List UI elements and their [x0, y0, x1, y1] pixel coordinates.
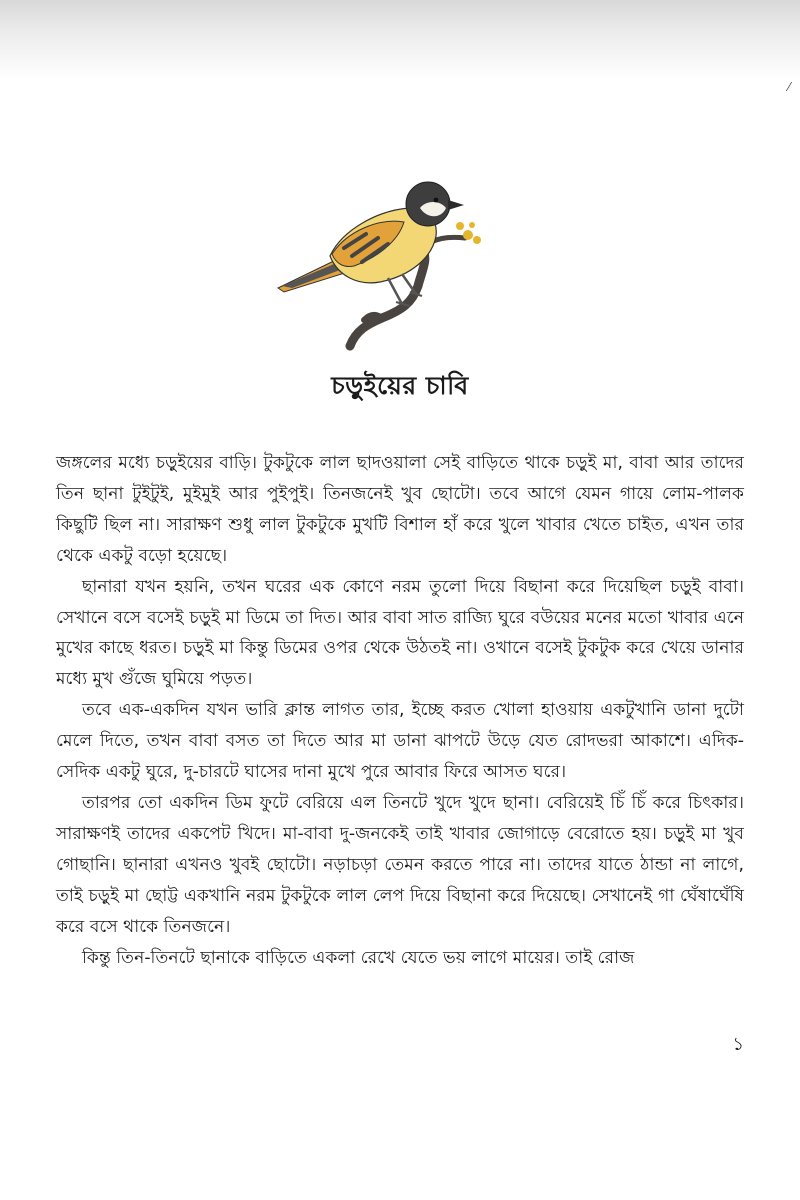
paragraph: তারপর তো একদিন ডিম ফুটে বেরিয়ে এল তিনটে খুদে খুদে ছানা। বেরিয়েই চিঁ চিঁ করে চিৎকার। সারাক্ষণই তাদের একপেট খিদে। মা-বাবা দু-জনকেই তাই খাবার জোগাড়ে বেরোতে হয়। চড়ুই মা খুব গোছানি। ছানারা এখনও খুবই ছোটো। নড়াচড়া তেমন করতে পারে না। তাদের যাতে ঠান্ডা না লাগে, তাই চড়ুই মা ছোট্ট একখানি নরম টুকটুকে লাল লেপ দিয়ে বিছানা করে দিয়েছে। সেখানেই গা ঘেঁষাঘেঁষি করে বসে থাকে তিনজনে।	[56, 792, 744, 937]
paragraph: ছানারা যখন হয়নি, তখন ঘরের এক কোণে নরম তুলো দিয়ে বিছানা করে দিয়েছিল চড়ুই বাবা। সেখানে বসে বসেই চড়ুই মা ডিমে তা দিত। আর বাবা সাত রাজ্যি ঘুরে বউয়ের মনের মতো খাবার এনে মুখের কাছে ধরত। চড়ুই মা কিন্তু ডিমের ওপর থেকে উঠতই না। ওখানে বসেই টুকটুক করে খেয়ে ডানার মধ্যে মুখ গুঁজে ঘুমিয়ে পড়ত।	[56, 576, 744, 690]
story-title: চড়ুইয়ের চাবি	[331, 371, 469, 400]
flower	[463, 230, 473, 240]
scan-edge-shadow	[0, 0, 800, 80]
paragraph: কিন্তু তিন-তিনটে ছানাকে বাড়িতে একলা রেখে যেতে ভয় লাগে মায়ের। তাই রোজ	[82, 947, 635, 968]
story-body	[56, 448, 744, 973]
paragraph: জঙ্গলের মধ্যে চড়ুইয়ের বাড়ি। টুকটুকে লাল ছাদওয়ালা সেই বাড়িতে থাকে চড়ুই মা, বাবা আর তাদের তিন ছানা টুইটুই, মুইমুই আর পুইপুই। তিনজনেই খুব ছোটো। তবে আগে যেমন গায়ে লোম-পালক কিছুটি ছিল না। সারাক্ষণ শুধু লাল টুকটুকে মুখটি বিশাল হাঁ করে খুলে খাবার খেতে চাইত, এখন তার থেকে একটু বড়ো হয়েছে।	[56, 453, 744, 566]
sparrow-on-branch-icon	[270, 178, 500, 353]
flower	[456, 222, 464, 230]
bird-eye	[434, 198, 439, 203]
pencil-mark: ⁄	[787, 80, 790, 94]
flower	[469, 222, 475, 228]
paragraph: তবে এক-একদিন যখন ভারি ক্লান্ত লাগত তার, ইচ্ছে করত খোলা হাওয়ায় একটুখানি ডানা দুটো মেলে দিতে, তখন বাবা বসত তা দিতে আর মা ডানা ঝাপটে উড়ে যেত রোদভরা আকাশে। এদিক-সেদিক একটু ঘুরে, দু-চারটে ঘাসের দানা মুখে পুরে আবার ফিরে আসত ঘরে।	[56, 700, 744, 783]
flower	[473, 236, 481, 244]
page-number: ১	[732, 1034, 744, 1055]
bird-beak	[448, 200, 464, 210]
